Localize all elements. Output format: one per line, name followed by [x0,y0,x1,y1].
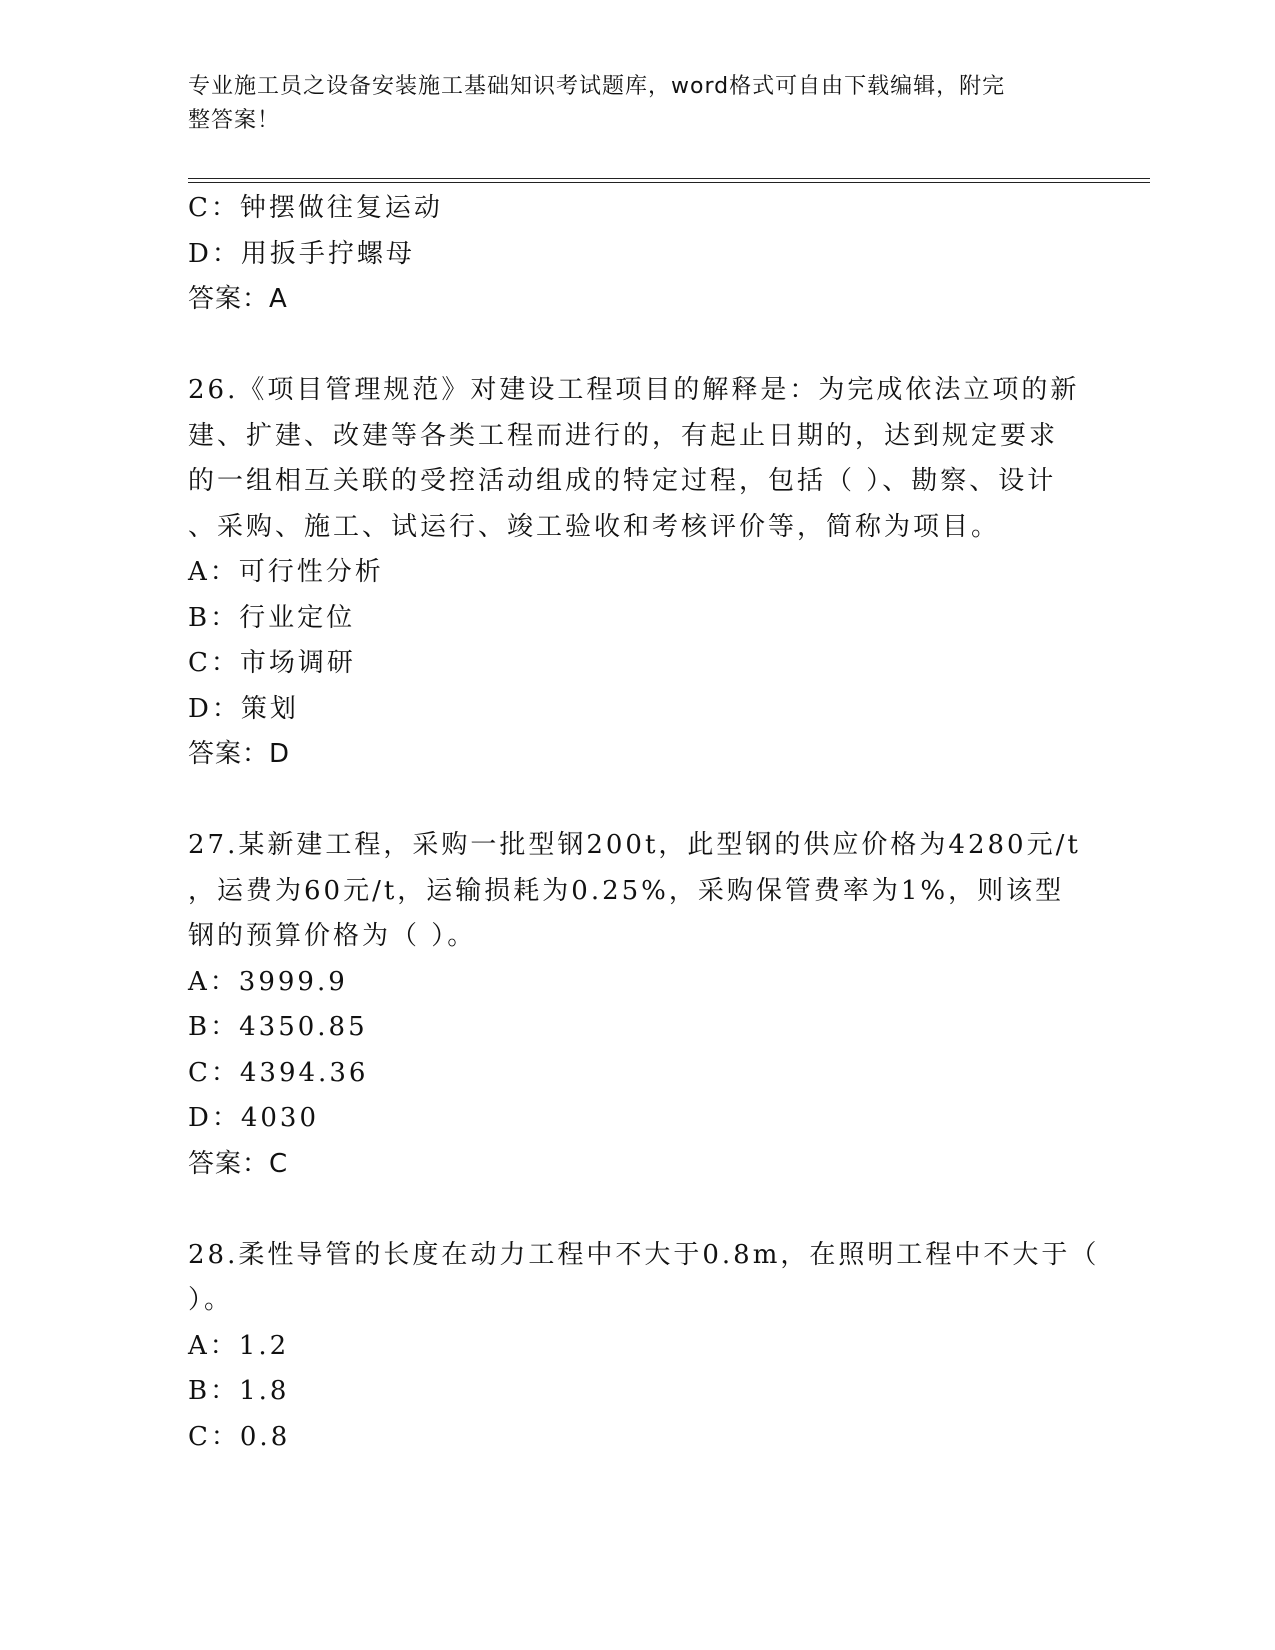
q25-answer: 答案：A [188,284,288,314]
q26-stem-line-1: 26.《项目管理规范》对建设工程项目的解释是：为完成依法立项的新 [188,375,1080,405]
q27-option-d: D：4030 [188,1103,320,1133]
header-line-1: 专业施工员之设备安装施工基础知识考试题库，word格式可自由下载编辑，附完 [188,74,1006,99]
header-rule-top [188,178,1150,179]
q26-option-a: A：可行性分析 [188,557,384,587]
q27-stem-line-3: 钢的预算价格为（ ）。 [188,921,477,951]
q27-stem-line-2: ，运费为60元/t，运输损耗为0.25%，采购保管费率为1%，则该型 [188,875,1065,906]
spacer [188,778,1088,824]
q27-option-a: A：3999.9 [188,966,348,997]
q26-option-d: D：策划 [188,693,299,724]
question-body [188,186,1100,1460]
q26-stem-line-2: 建、扩建、改建等各类工程而进行的，有起止日期的，达到规定要求 [188,420,1059,451]
q27-answer: 答案：C [188,1148,289,1179]
header-line-2: 整答案！ [188,108,281,133]
q25-option-c: C：钟摆做往复运动 [188,193,443,223]
q28-option-b: B：1.8 [188,1376,290,1406]
spacer [188,1187,1088,1233]
spacer [188,323,1088,369]
document-header [188,70,1068,138]
q28-stem-line-2: ）。 [188,1285,234,1315]
q28-stem-line-1: 28.柔性导管的长度在动力工程中不大于0.8m，在照明工程中不大于（ [188,1239,1100,1270]
q25-option-d: D：用扳手拧螺母 [188,238,415,269]
header-rule-bottom [188,182,1150,183]
q26-answer: 答案：D [188,739,291,769]
q27-option-b: B：4350.85 [188,1012,368,1042]
q26-stem-line-3: 的一组相互关联的受控活动组成的特定过程，包括（ ）、勘察、设计 [188,466,1057,496]
q27-stem-line-1: 27.某新建工程，采购一批型钢200t，此型钢的供应价格为4280元/t [188,830,1081,860]
q26-option-b: B：行业定位 [188,602,356,633]
q27-option-c: C：4394.36 [188,1057,369,1088]
q28-option-a: A：1.2 [188,1330,290,1361]
q28-option-c: C：0.8 [188,1421,291,1452]
q26-stem-line-4: 、采购、施工、试运行、竣工验收和考核评价等，简称为项目。 [188,511,1001,542]
q26-option-c: C：市场调研 [188,648,356,678]
